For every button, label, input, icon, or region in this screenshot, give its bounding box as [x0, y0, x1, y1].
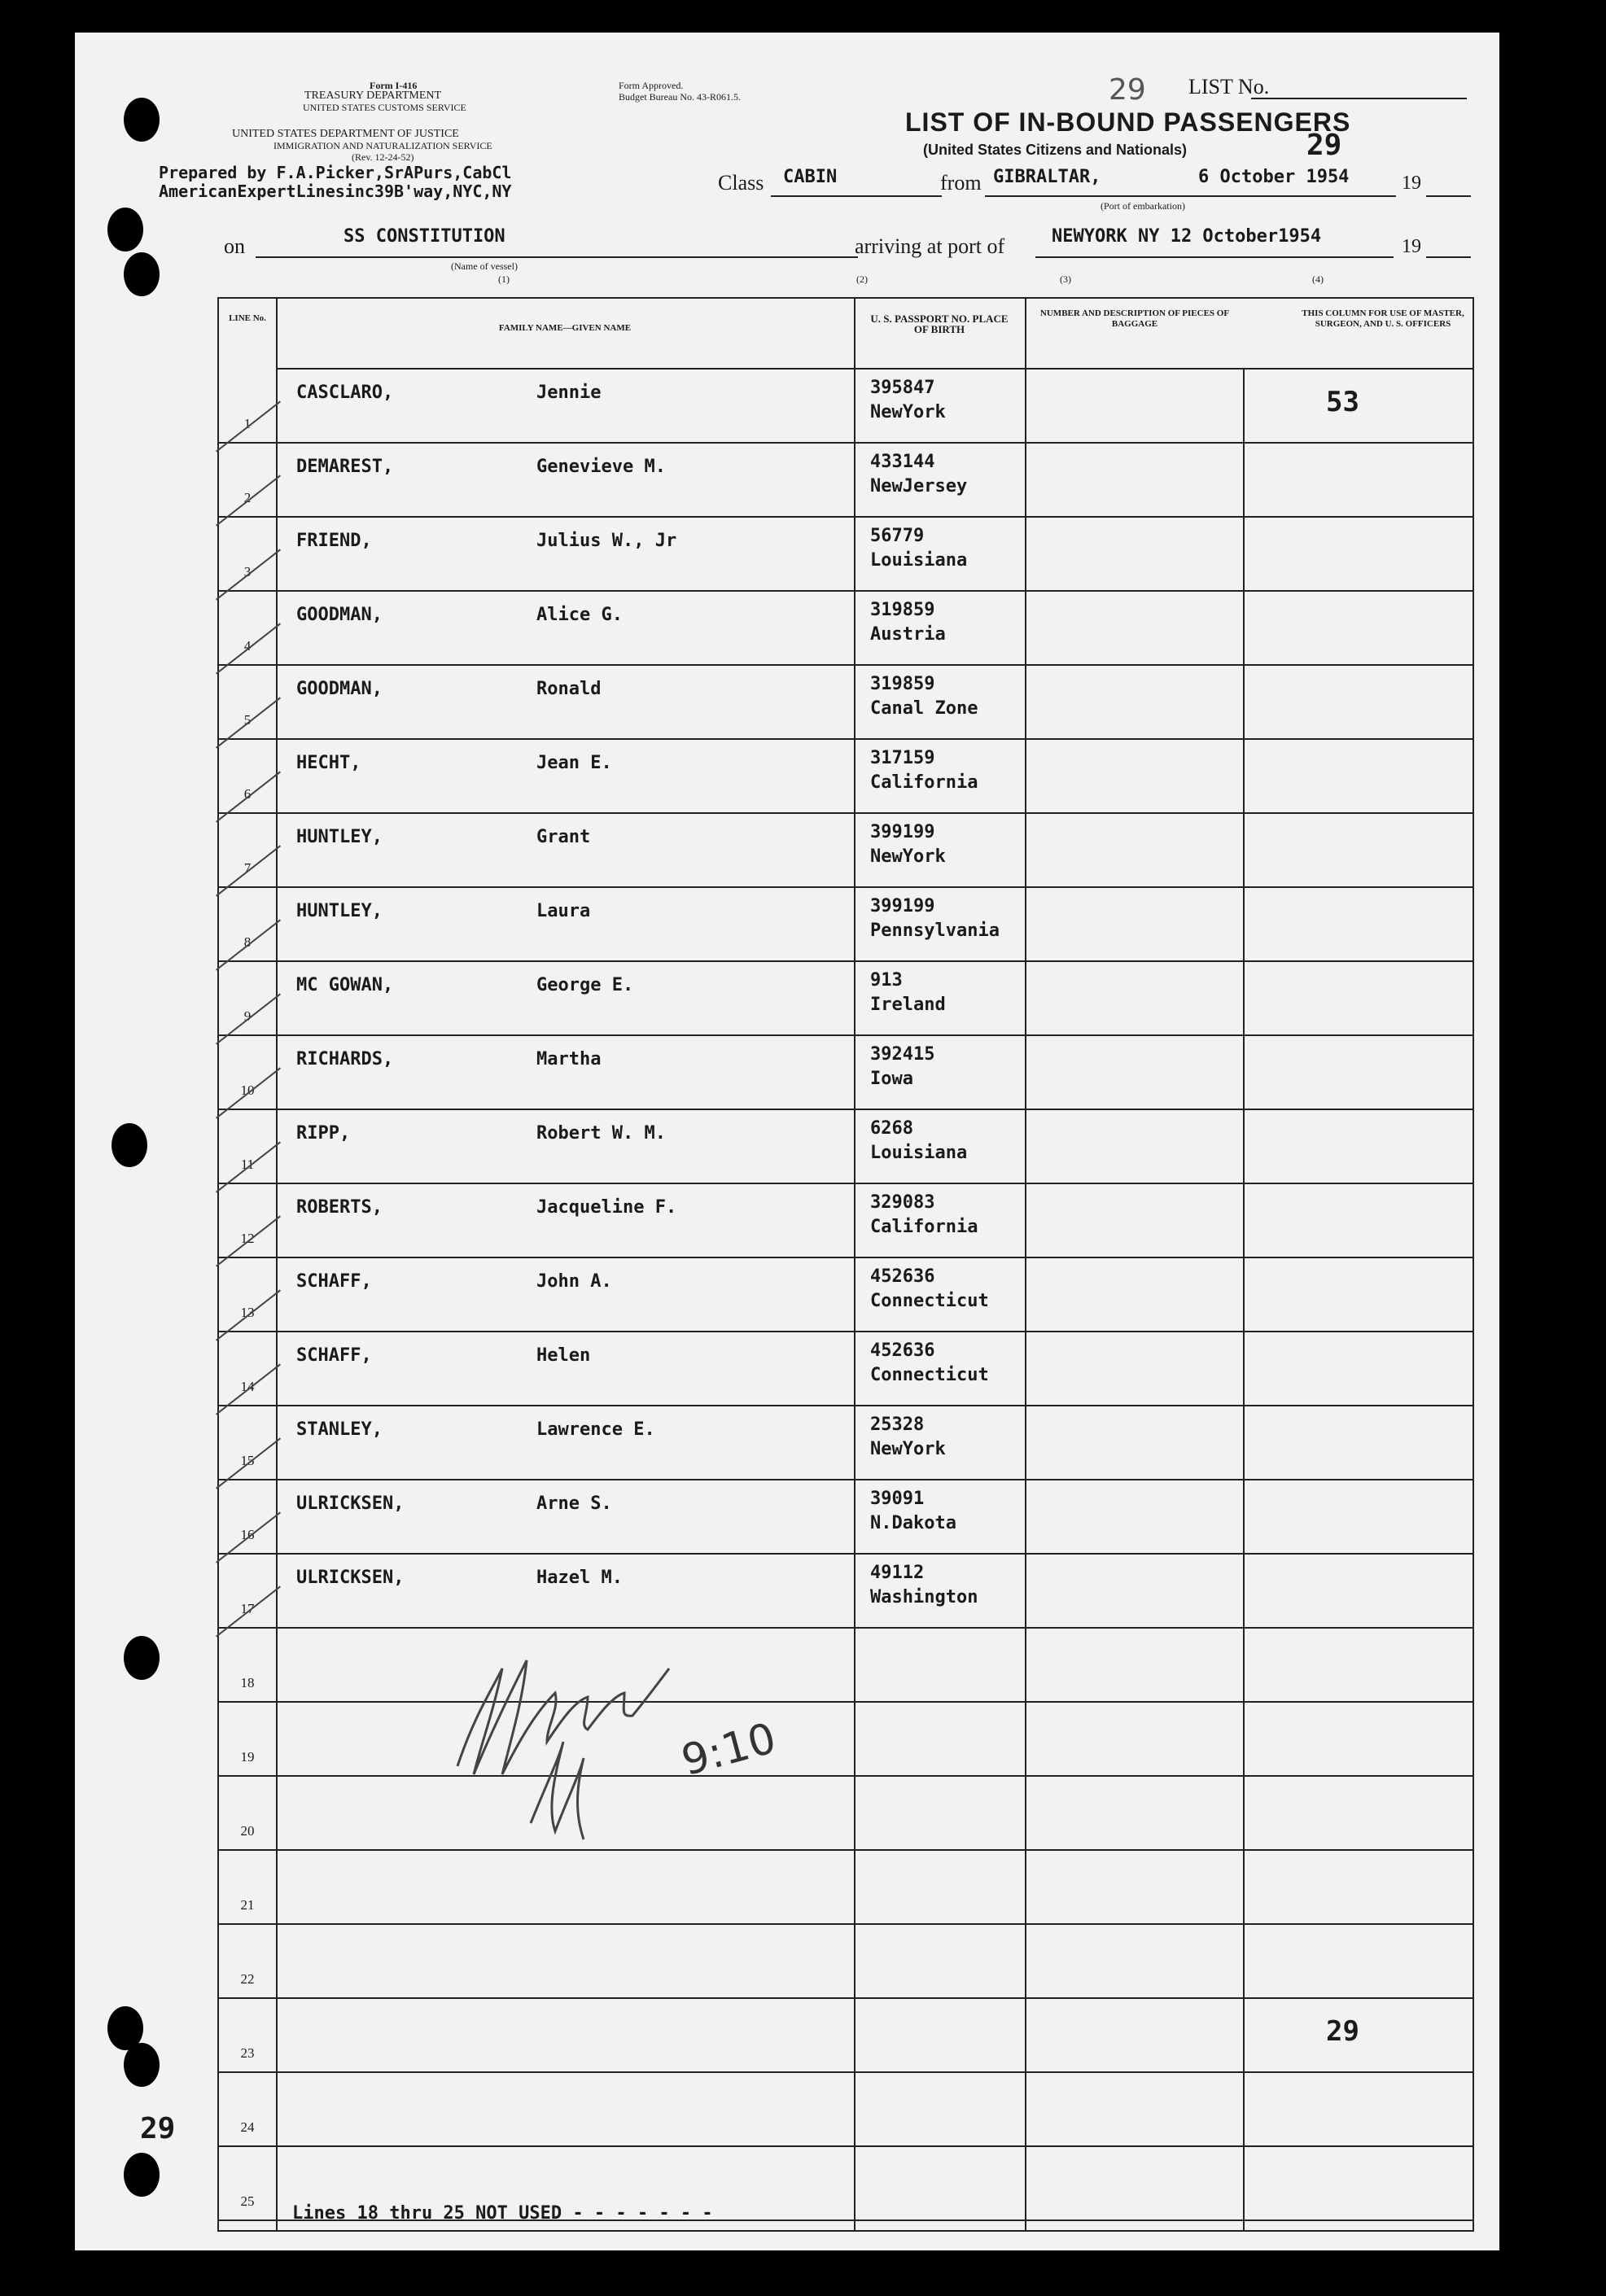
arriving-label: arriving at port of [855, 234, 1005, 258]
given-name: Jennie [536, 383, 602, 403]
passport-number: 433144 [870, 452, 935, 472]
family-name: ROBERTS, [296, 1197, 383, 1218]
table-row [219, 1923, 1473, 1997]
table-row [219, 2071, 1473, 2145]
line-number: 16 [240, 1527, 255, 1542]
vessel-on-label: on [224, 234, 245, 258]
from-port-value: GIBRALTAR, [993, 167, 1101, 187]
prepared-by-line-1: Prepared by F.A.Picker,SrAPurs,CabCl [159, 163, 512, 182]
table-row [219, 886, 1473, 960]
table-row [219, 1775, 1473, 1849]
punch-hole [124, 252, 160, 296]
line-number: 1 [243, 416, 252, 431]
line-number: 12 [240, 1231, 255, 1246]
customs-service: UNITED STATES CUSTOMS SERVICE [303, 102, 466, 113]
given-name: John A. [536, 1271, 612, 1292]
punch-hole [124, 98, 160, 142]
place-of-birth: Louisiana [870, 1143, 968, 1163]
passenger-table [217, 297, 1474, 2232]
passport-number: 913 [870, 970, 903, 991]
passport-number: 392415 [870, 1044, 935, 1065]
table-row [219, 1109, 1473, 1183]
family-name: MC GOWAN, [296, 975, 394, 995]
place-of-birth: Connecticut [870, 1365, 989, 1385]
arriving-value: NEWYORK NY 12 October1954 [1052, 226, 1322, 247]
given-name: Helen [536, 1345, 591, 1366]
handwritten-time: 9:10 [676, 1713, 781, 1787]
place-of-birth: Canal Zone [870, 698, 978, 719]
document-subtitle: (United States Citizens and Nationals) [923, 142, 1188, 158]
place-of-birth: Washington [870, 1587, 978, 1607]
line-number: 23 [240, 2045, 255, 2061]
line-number: 18 [240, 1675, 255, 1690]
passport-number: 6268 [870, 1118, 913, 1139]
line-number: 25 [240, 2193, 255, 2209]
line-number: 24 [240, 2119, 255, 2135]
passport-number: 39091 [870, 1489, 925, 1509]
column-header-passport: U. S. PASSPORT NO. PLACE OF BIRTH [870, 313, 1009, 335]
family-name: GOODMAN, [296, 605, 383, 625]
passport-number: 452636 [870, 1266, 935, 1287]
line-number: 17 [240, 1601, 255, 1616]
line-number: 22 [240, 1971, 255, 1987]
line-number: 10 [240, 1082, 255, 1098]
passport-number: 56779 [870, 526, 925, 546]
family-name: HUNTLEY, [296, 901, 383, 921]
form-revision: (Rev. 12-24-52) [352, 151, 414, 163]
table-row [219, 368, 1473, 442]
place-of-birth: Louisiana [870, 550, 968, 571]
passport-number: 49112 [870, 1563, 925, 1583]
class-label: Class [718, 171, 764, 195]
family-name: DEMAREST, [296, 457, 394, 477]
given-name: Alice G. [536, 605, 623, 625]
passport-number: 399199 [870, 822, 935, 842]
given-name: Grant [536, 827, 591, 847]
given-name: Jacqueline F. [536, 1197, 677, 1218]
passport-number: 319859 [870, 674, 935, 694]
table-row [219, 1849, 1473, 1923]
line-number: 9 [243, 1008, 252, 1024]
table-row [219, 590, 1473, 664]
place-of-birth: Austria [870, 624, 946, 645]
treasury-department: TREASURY DEPARTMENT [304, 90, 442, 102]
class-value: CABIN [783, 167, 838, 187]
family-name: ULRICKSEN, [296, 1493, 405, 1514]
vessel-name-value: SS CONSTITUTION [344, 226, 505, 247]
given-name: Ronald [536, 679, 602, 699]
immigration-service: IMMIGRATION AND NATURALIZATION SERVICE [274, 140, 492, 151]
table-row [219, 960, 1473, 1034]
family-name: RIPP, [296, 1123, 351, 1144]
budget-bureau-no: Budget Bureau No. 43-R061.5. [619, 91, 741, 103]
line-number: 21 [240, 1897, 255, 1913]
given-name: Genevieve M. [536, 457, 666, 477]
family-name: ULRICKSEN, [296, 1568, 405, 1588]
document-title: LIST OF IN-BOUND PASSENGERS [905, 107, 1351, 137]
officer-note: 29 [1326, 2015, 1359, 2048]
place-of-birth: Connecticut [870, 1291, 989, 1311]
line-number: 7 [243, 860, 252, 876]
place-of-birth: Pennsylvania [870, 921, 1000, 941]
line-number: 4 [243, 638, 252, 654]
table-row [219, 1331, 1473, 1405]
given-name: Julius W., Jr [536, 531, 677, 551]
table-row [219, 516, 1473, 590]
line-number: 2 [243, 490, 252, 505]
document-page [75, 33, 1499, 2250]
vessel-caption: (Name of vessel) [451, 260, 518, 272]
passport-number: 395847 [870, 378, 935, 398]
line-number: 15 [240, 1453, 255, 1468]
family-name: HECHT, [296, 753, 361, 773]
line-number: 5 [243, 712, 252, 728]
place-of-birth: Ireland [870, 995, 946, 1015]
column-header-baggage: NUMBER AND DESCRIPTION OF PIECES OF BAGGAGE [1039, 308, 1230, 329]
form-approved: Form Approved. [619, 80, 684, 91]
column-header-name: FAMILY NAME—GIVEN NAME [498, 323, 632, 333]
punch-hole [107, 208, 143, 251]
line-number: 14 [240, 1379, 255, 1394]
table-row [219, 1257, 1473, 1331]
prepared-by-line-2: AmericanExpertLinesinc39B'way,NYC,NY [159, 181, 512, 201]
family-name: SCHAFF, [296, 1271, 372, 1292]
family-name: SCHAFF, [296, 1345, 372, 1366]
from-label: from [940, 171, 982, 195]
line-number: 3 [243, 564, 252, 579]
place-of-birth: NewYork [870, 1439, 946, 1459]
passport-number: 329083 [870, 1192, 935, 1213]
column-number-1: (1) [498, 273, 510, 285]
handwritten-signature [425, 1620, 685, 1856]
family-name: FRIEND, [296, 531, 372, 551]
officer-note: 53 [1326, 386, 1359, 418]
place-of-birth: NewJersey [870, 476, 968, 496]
table-row [219, 738, 1473, 812]
table-row [219, 442, 1473, 516]
punch-hole [124, 2043, 160, 2087]
place-of-birth: California [870, 772, 978, 793]
column-number-2: (2) [856, 273, 868, 285]
family-name: HUNTLEY, [296, 827, 383, 847]
list-number-label: LIST No. [1188, 75, 1270, 98]
passport-number: 399199 [870, 896, 935, 916]
line-number: 6 [243, 786, 252, 802]
port-of-embarkation-caption: (Port of embarkation) [1101, 200, 1185, 212]
family-name: CASCLARO, [296, 383, 394, 403]
line-number: 13 [240, 1305, 255, 1320]
column-header-line-no: LINE No. [229, 313, 266, 323]
punch-hole [112, 1123, 147, 1167]
footer-not-used-note: Lines 18 thru 25 NOT USED - - - - - - - [292, 2203, 713, 2224]
line-number: 11 [240, 1157, 255, 1172]
form-number: Form I-416 [370, 80, 418, 91]
given-name: Laura [536, 901, 591, 921]
place-of-birth: N.Dakota [870, 1513, 956, 1533]
table-row [219, 1553, 1473, 1627]
place-of-birth: California [870, 1217, 978, 1237]
column-number-4: (4) [1312, 273, 1324, 285]
department-of-justice: UNITED STATES DEPARTMENT OF JUSTICE [232, 128, 459, 140]
given-name: George E. [536, 975, 634, 995]
given-name: Robert W. M. [536, 1123, 666, 1144]
line-number: 20 [240, 1823, 255, 1839]
table-row [219, 1701, 1473, 1775]
page-number: 29 [1306, 129, 1342, 162]
passport-number: 319859 [870, 600, 935, 620]
punch-hole [124, 2153, 160, 2197]
line-number: 19 [240, 1749, 255, 1765]
given-name: Arne S. [536, 1493, 612, 1514]
line-number: 8 [243, 934, 252, 950]
passport-number: 25328 [870, 1415, 925, 1435]
table-row [219, 1997, 1473, 2071]
punch-hole [124, 1636, 160, 1680]
table-row [219, 1627, 1473, 1701]
given-name: Jean E. [536, 753, 612, 773]
passport-number: 452636 [870, 1340, 935, 1361]
family-name: RICHARDS, [296, 1049, 394, 1069]
family-name: GOODMAN, [296, 679, 383, 699]
table-row [219, 1183, 1473, 1257]
place-of-birth: Iowa [870, 1069, 913, 1089]
table-row [219, 1405, 1473, 1479]
passport-number: 317159 [870, 748, 935, 768]
arriving-year-prefix: 19 [1402, 236, 1421, 257]
given-name: Martha [536, 1049, 602, 1069]
place-of-birth: NewYork [870, 846, 946, 867]
table-row [219, 1034, 1473, 1109]
given-name: Lawrence E. [536, 1419, 655, 1440]
list-number-value: 29 [1109, 73, 1146, 107]
table-row [219, 812, 1473, 886]
given-name: Hazel M. [536, 1568, 623, 1588]
family-name: STANLEY, [296, 1419, 383, 1440]
table-row [219, 664, 1473, 738]
table-row [219, 1479, 1473, 1553]
column-header-officers: THIS COLUMN FOR USE OF MASTER, SURGEON, AND U. S. OFFICERS [1302, 308, 1464, 329]
column-number-3: (3) [1060, 273, 1071, 285]
place-of-birth: NewYork [870, 402, 946, 422]
year-prefix: 19 [1402, 173, 1421, 194]
margin-number: 29 [140, 2112, 176, 2145]
from-date-value: 6 October 1954 [1198, 167, 1350, 187]
